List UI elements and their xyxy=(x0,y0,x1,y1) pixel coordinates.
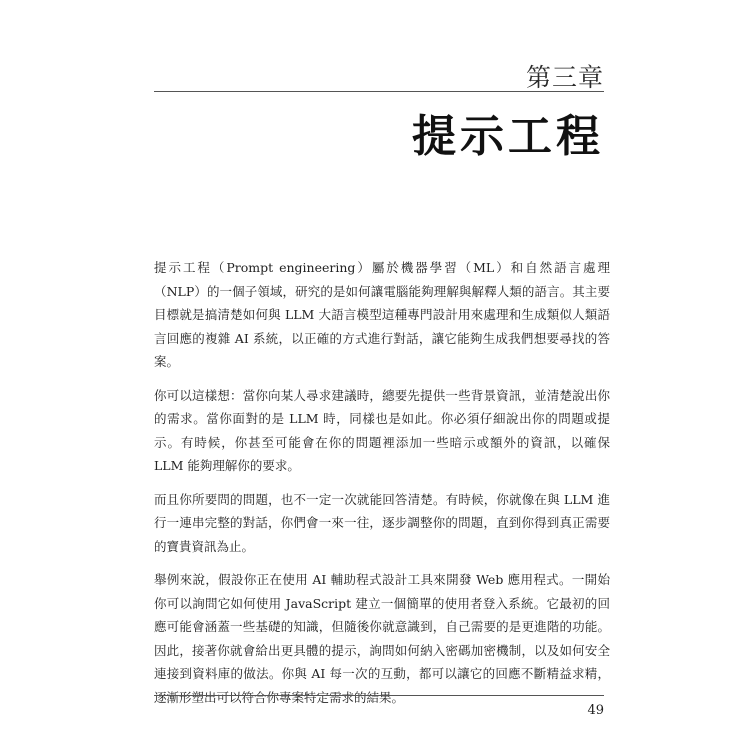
chapter-title: 提示工程 xyxy=(412,111,604,162)
body-text xyxy=(154,256,610,709)
paragraph-2: 你可以這樣想：當你向某人尋求建議時，總要先提供一些背景資訊，並清楚說出你的需求。當你面對的是 LLM 時，同樣也是如此。你必須仔細說出你的問題或提示。有時候，你甚至可能會在你的問題裡添加一些暗示或額外的資訊，以確保 LLM 能夠理解你的要求。 xyxy=(154,387,610,473)
chapter-header-rule xyxy=(154,91,604,92)
paragraph-1: 提示工程（Prompt engineering）屬於機器學習（ML）和自然語言處理（NLP）的一個子領域，研究的是如何讓電腦能夠理解與解釋人類的語言。其主要目標就是搞清楚如何與 LLM 大語言模型這種專門設計用來處理和生成類似人類語言回應的複雜 AI 系統，以正確的方式進行對話，讓它能夠生成我們想要尋找的答案。 xyxy=(154,260,610,369)
page-number: 49 xyxy=(587,703,604,718)
footer-rule xyxy=(154,695,604,696)
chapter-label: 第三章 xyxy=(525,63,604,92)
paragraph-3: 而且你所要問的問題，也不一定一次就能回答清楚。有時候，你就像在與 LLM 進行一連串完整的對話，你們會一來一往，逐步調整你的問題，直到你得到真正需要的寶貴資訊為止。 xyxy=(154,491,610,554)
paragraph-4: 舉例來說，假設你正在使用 AI 輔助程式設計工具來開發 Web 應用程式。一開始你可以詢問它如何使用 JavaScript 建立一個簡單的使用者登入系統。它最初的回應可能會涵蓋一些基礎的知識，但隨後你就意識到，自己需要的是更進階的功能。因此，接著你就會給出更具體的提示，詢問如何納入密碼加密機制，以及如何安全連接到資料庫的做法。你與 AI 每一次的互動，都可以讓它的回應不斷精益求精，逐漸形塑出可以符合你專案特定需求的結果。 xyxy=(154,572,610,705)
